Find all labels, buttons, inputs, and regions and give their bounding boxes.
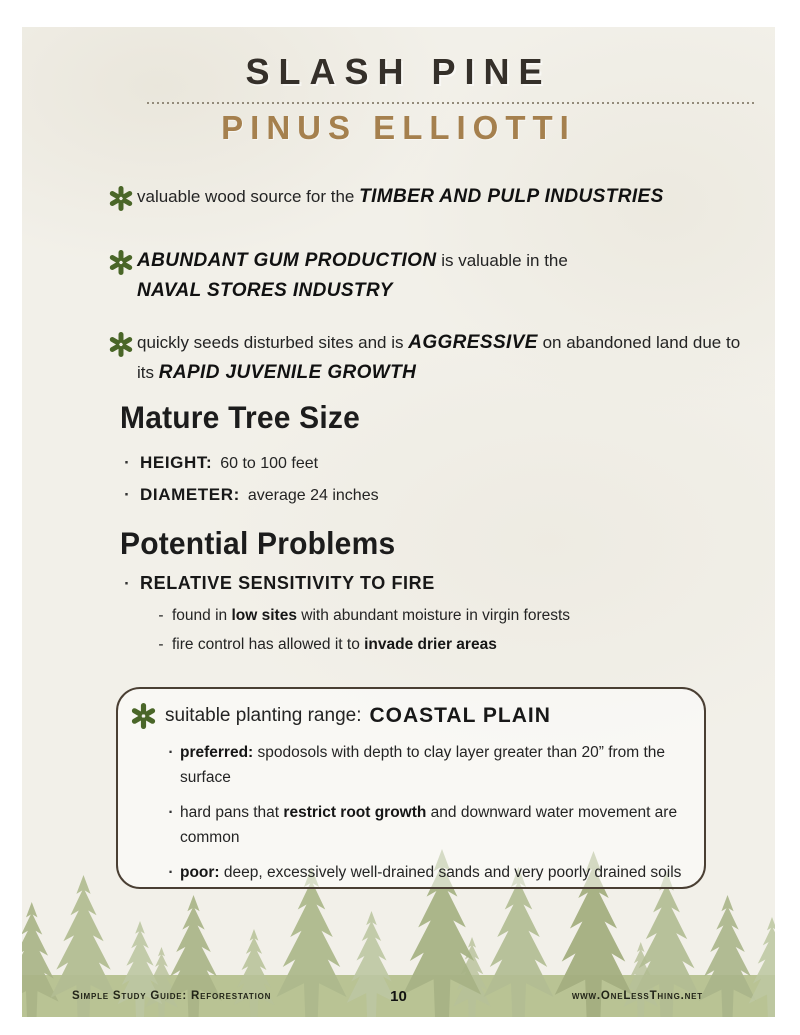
bullet-item-height (114, 453, 318, 473)
fact-item (108, 246, 608, 306)
box-bullet-text: hard pans that restrict root growth and downward water movement are common (180, 804, 678, 846)
fact-regular: valuable wood source for the (137, 187, 360, 206)
box-bullet-preferred (162, 740, 704, 790)
dash-glyph: - (158, 636, 164, 653)
asterisk-icon (108, 185, 134, 212)
species-subtitle: PINUS ELLIOTTI (221, 109, 576, 146)
footer-guide-title: Simple Study Guide: Reforestation (72, 990, 272, 1002)
fact-emphasis: ABUNDANT GUM PRODUCTION (137, 250, 437, 271)
bullet-label: DIAMETER: (140, 485, 240, 504)
box-bullet-text: preferred: spodosols with depth to clay layer greater than 20” from the surface (180, 744, 666, 786)
bullet-dot: · (168, 744, 174, 761)
bullet-item-diameter (114, 485, 379, 505)
fact-regular: is valuable in the (436, 251, 568, 270)
asterisk-icon (108, 249, 134, 276)
fact-emphasis: RAPID JUVENILE GROWTH (158, 362, 417, 383)
dash-glyph: - (158, 607, 164, 624)
bullet-dot: · (124, 574, 130, 593)
bullet-dot: · (124, 453, 130, 472)
bullet-dot: · (168, 864, 174, 881)
box-value: COASTAL PLAIN (369, 704, 551, 727)
asterisk-icon (108, 331, 134, 358)
document-page (22, 27, 775, 1017)
box-bullet-poor (162, 860, 704, 885)
footer-website: www.OneLessThing.net (571, 990, 703, 1002)
fact-item (108, 328, 756, 388)
page-title: SLASH PINE (245, 51, 552, 92)
bullet-label: RELATIVE SENSITIVITY TO FIRE (140, 573, 435, 593)
box-bullet-text: poor: deep, excessively well-drained sands and very poorly drained soils (180, 864, 682, 881)
bullet-value: 60 to 100 feet (220, 455, 319, 472)
footer (22, 975, 775, 1017)
box-header (118, 689, 704, 730)
fact-item (108, 182, 748, 212)
section-heading-potential-problems: Potential Problems (120, 527, 396, 562)
fact-regular: quickly seeds disturbed sites and is (137, 333, 409, 352)
bullet-value: average 24 inches (247, 487, 379, 504)
asterisk-icon (130, 702, 157, 730)
fact-text (137, 328, 756, 388)
fact-text (137, 182, 664, 212)
fact-text (137, 246, 608, 306)
planting-range-box (116, 687, 706, 889)
section-heading-mature-tree-size: Mature Tree Size (120, 401, 360, 436)
bullet-item-fire-sensitivity (114, 573, 435, 594)
box-bullet-hardpans (162, 800, 704, 850)
box-label: suitable planting range: (165, 705, 362, 726)
page-number: 10 (390, 987, 407, 1005)
bullet-dot: · (124, 485, 130, 504)
fact-emphasis: TIMBER AND PULP INDUSTRIES (359, 186, 664, 207)
dotted-divider (147, 102, 755, 104)
fact-emphasis: AGGRESSIVE (408, 332, 538, 353)
sub-bullet-text: fire control has allowed it to invade drier areas (172, 636, 497, 653)
bullet-label: HEIGHT: (140, 453, 213, 472)
fact-emphasis: NAVAL STORES INDUSTRY (137, 280, 393, 301)
fact-regular: on abandoned land due to its (137, 333, 741, 382)
sub-bullet (150, 636, 497, 654)
sub-bullet (150, 607, 570, 625)
bullet-dot: · (168, 804, 174, 821)
sub-bullet-text: found in low sites with abundant moisture in virgin forests (172, 607, 571, 624)
